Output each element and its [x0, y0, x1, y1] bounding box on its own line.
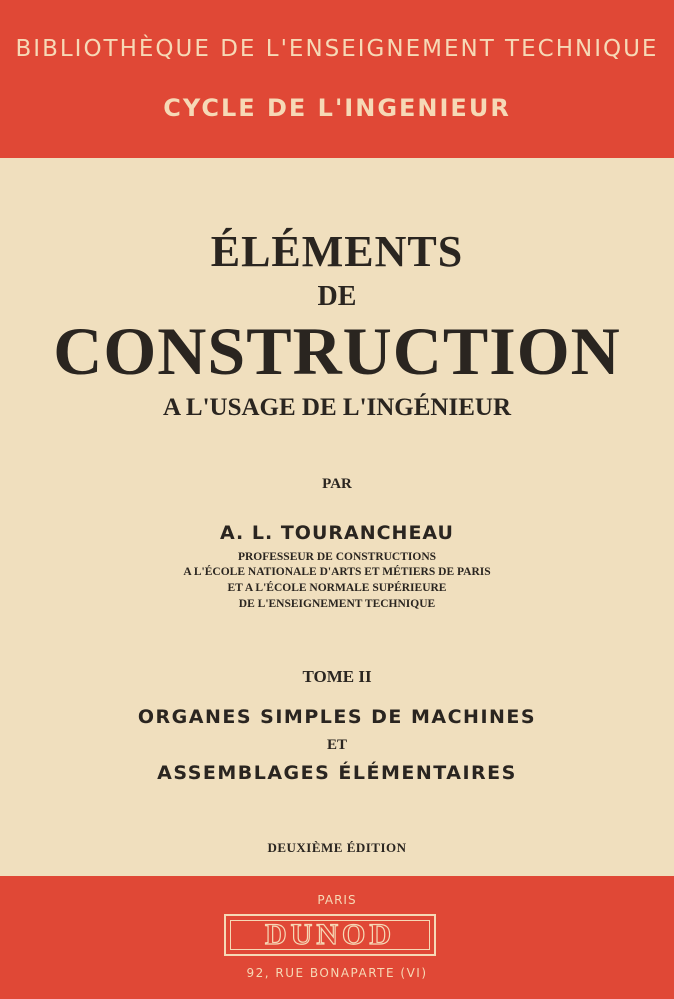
author-by: PAR — [322, 476, 352, 492]
subtitle-line-3: ASSEMBLAGES ÉLÉMENTAIRES — [157, 762, 517, 784]
author-credential: A L'ÉCOLE NATIONALE D'ARTS ET MÉTIERS DE PARIS — [183, 566, 491, 578]
author-credential: ET A L'ÉCOLE NORMALE SUPÉRIEURE — [227, 582, 447, 594]
author-credential: PROFESSEUR DE CONSTRUCTIONS — [237, 551, 437, 563]
edition-label: DEUXIÈME ÉDITION — [267, 840, 407, 855]
title-line-2: DE — [317, 281, 357, 312]
title-line-4: A L'USAGE DE L'INGÉNIEUR — [163, 394, 511, 421]
tome-label: TOME II — [302, 667, 372, 686]
title-line-1: ÉLÉMENTS — [210, 227, 464, 276]
subtitle-line-1: ORGANES SIMPLES DE MACHINES — [137, 706, 537, 728]
author-credential: DE L'ENSEIGNEMENT TECHNIQUE — [238, 598, 436, 610]
publisher-name: DUNOD — [265, 918, 395, 951]
publisher-logo — [224, 914, 436, 956]
header-band — [0, 0, 674, 158]
author-name: A. L. TOURANCHEAU — [220, 522, 454, 544]
title-line-3: CONSTRUCTION — [53, 313, 621, 389]
series-title: BIBLIOTHÈQUE DE L'ENSEIGNEMENT TECHNIQUE — [15, 36, 659, 62]
cycle-title: CYCLE DE L'INGENIEUR — [163, 94, 511, 122]
publisher-address: 92, RUE BONAPARTE (VI) — [246, 966, 428, 980]
publisher-city: PARIS — [317, 893, 357, 907]
subtitle-line-2: ET — [326, 737, 347, 753]
